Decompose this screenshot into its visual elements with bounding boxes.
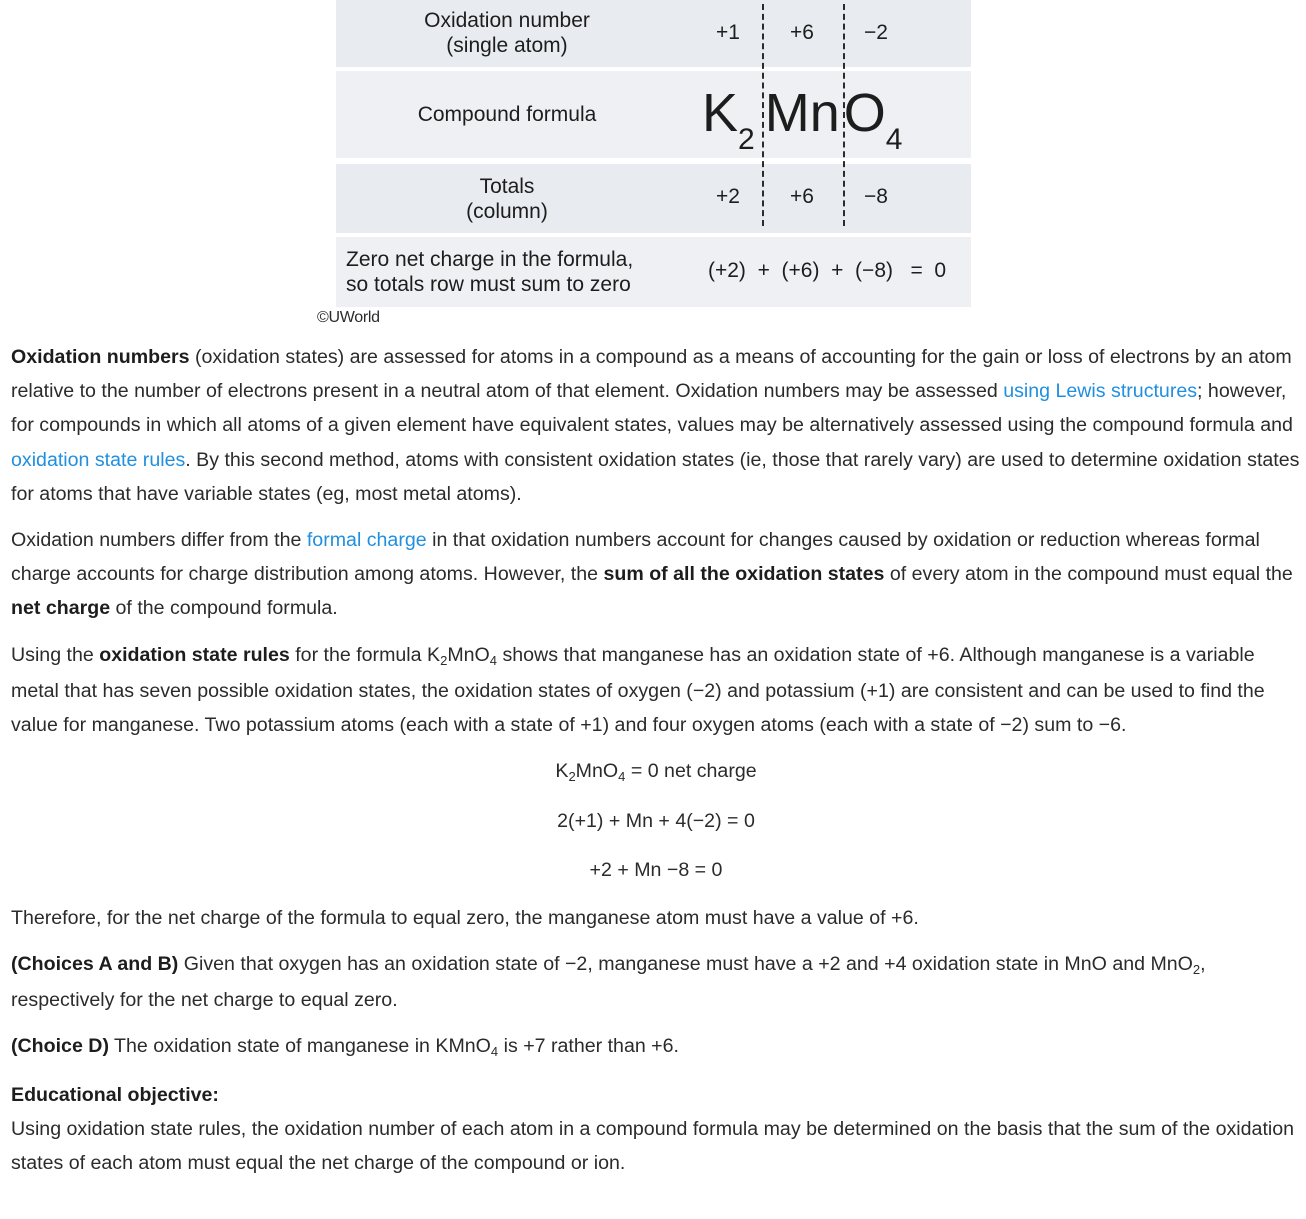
- compound-formula-row: [336, 71, 971, 158]
- formula-o-subscript: 4: [885, 123, 903, 156]
- oxidation-state-rules-link[interactable]: oxidation state rules: [11, 448, 186, 471]
- equation-net-charge: [11, 754, 1301, 790]
- row-label-line: Zero net charge in the formula,: [346, 248, 634, 271]
- formula-k: K: [702, 83, 739, 143]
- choice-label: (Choice D): [11, 1035, 109, 1058]
- copyright-caption: ©UWorld: [317, 309, 380, 326]
- equation-simplified: +2 + Mn −8 = 0: [589, 858, 723, 881]
- paragraph-text: . By this second method, atoms with consistent oxidation states (ie, those that rarely vary) are used to determine oxidation states for atoms that have variable states (eg, most metal atoms).: [11, 448, 1300, 505]
- oxidation-number-label: [336, 8, 678, 58]
- totals-label: [336, 174, 678, 224]
- paragraph-text: Using the: [11, 643, 100, 666]
- objective-title: Educational objective:: [11, 1083, 219, 1106]
- row-label-line: (column): [466, 200, 548, 223]
- oxidation-value-k: +1: [716, 21, 740, 44]
- compound-formula-label: Compound formula: [417, 103, 597, 126]
- paragraph-oxidation-rules: [11, 638, 1301, 743]
- subscript: 4: [490, 1044, 499, 1060]
- row-label-line: (single atom): [446, 34, 568, 57]
- paragraph-text: ; however, for compounds in which all atoms of a given element have equivalent states, values may be alternatively assessed using the compound formula and: [11, 380, 1293, 437]
- paragraph-text: of every atom in the compound must equal the: [884, 563, 1293, 586]
- paragraph-text: in that oxidation numbers account for changes caused by oxidation or reduction whereas formal charge accounts for charge distribution among atoms. However, the: [11, 529, 1260, 586]
- paragraph-oxidation-numbers: [11, 340, 1301, 511]
- row-label-line: so totals row must sum to zero: [346, 273, 631, 296]
- subscript: 4: [618, 769, 626, 785]
- equation-text: K: [555, 760, 569, 783]
- oxidation-value-mn: +6: [790, 21, 814, 44]
- bold-term: Oxidation numbers: [11, 346, 190, 368]
- equation-text: = 0 net charge: [625, 760, 757, 783]
- compound-formula: [702, 81, 902, 154]
- oxidation-value-o: −2: [864, 21, 888, 44]
- subscript: 2: [440, 652, 448, 668]
- paragraph-text: The oxidation state of manganese in KMnO: [108, 1035, 491, 1058]
- totals-row: [336, 164, 971, 233]
- paragraph-formal-charge: [11, 523, 1301, 626]
- zero-charge-row: [336, 237, 971, 307]
- bold-term: net charge: [11, 597, 111, 620]
- objective-text: Using oxidation state rules, the oxidation number of each atom in a compound formula may be determined on the basis that the sum of the oxidation states of each atom must equal the net charge of the compound or ion.: [11, 1117, 1295, 1175]
- total-value-mn: +6: [790, 185, 814, 208]
- paragraph-text: is +7 rather than +6.: [498, 1035, 679, 1058]
- paragraph-text: , respectively for the net charge to equal zero.: [11, 953, 1206, 1012]
- paragraph-text: Oxidation numbers differ from the: [11, 529, 307, 552]
- paragraph-conclusion: Therefore, for the net charge of the formula to equal zero, the manganese atom must have a value of +6.: [11, 906, 919, 929]
- paragraph-text: Given that oxygen has an oxidation state of −2, manganese must have a +2 and +4 oxidation state in MnO and MnO: [178, 953, 1193, 976]
- paragraph-text: (oxidation states) are assessed for atoms in a compound as a means of accounting for the gain or loss of electrons by an atom relative to the number of electrons present in a neutral atom of that element. Oxidation numbers may be assessed: [11, 346, 1292, 403]
- row-label-line: Oxidation number: [424, 9, 590, 32]
- choice-label: (Choices A and B): [11, 953, 179, 976]
- bold-term: oxidation state rules: [99, 643, 290, 666]
- paragraph-text: of the compound formula.: [110, 597, 338, 620]
- equation-substitution: 2(+1) + Mn + 4(−2) = 0: [557, 810, 755, 833]
- paragraph-text: for the formula K: [289, 643, 441, 666]
- sum-equation: (+2) + (+6) + (−8) = 0: [708, 259, 947, 282]
- total-value-o: −8: [864, 185, 888, 208]
- subscript: 4: [489, 652, 498, 668]
- total-value-k: +2: [716, 185, 740, 208]
- bold-term: sum of all the oxidation states: [603, 563, 885, 586]
- equation-text: MnO: [575, 760, 619, 783]
- subscript: 2: [1192, 962, 1201, 978]
- formula-k-subscript: 2: [738, 123, 755, 156]
- zero-charge-label: [346, 247, 676, 297]
- row-label-line: Totals: [479, 175, 535, 198]
- column-divider: [843, 4, 845, 226]
- lewis-structures-link[interactable]: using Lewis structures: [1003, 380, 1198, 403]
- paragraph-text: shows that manganese has an oxidation state of +6. Although manganese is a variable metal that has seven possible oxidation states, the oxidation states of oxygen (−2) and potassium (+1) are consistent and can be used to find the value for manganese. Two potassium atoms (each with a state of +1) and four oxygen atoms (each with a state of −2) sum to −6.: [11, 643, 1265, 737]
- explanation-body: [11, 340, 1301, 1192]
- formal-charge-link[interactable]: formal charge: [306, 529, 427, 552]
- objective-heading: [11, 1078, 1301, 1112]
- formula-o: O: [843, 83, 886, 143]
- formula-mn: Mn: [764, 83, 840, 143]
- paragraph-text: MnO: [447, 643, 490, 666]
- subscript: 2: [568, 769, 576, 785]
- paragraph-choices-a-b: [11, 947, 1301, 1017]
- oxidation-number-row: [336, 0, 971, 67]
- column-divider: [762, 4, 764, 226]
- paragraph-choice-d: [11, 1029, 1301, 1065]
